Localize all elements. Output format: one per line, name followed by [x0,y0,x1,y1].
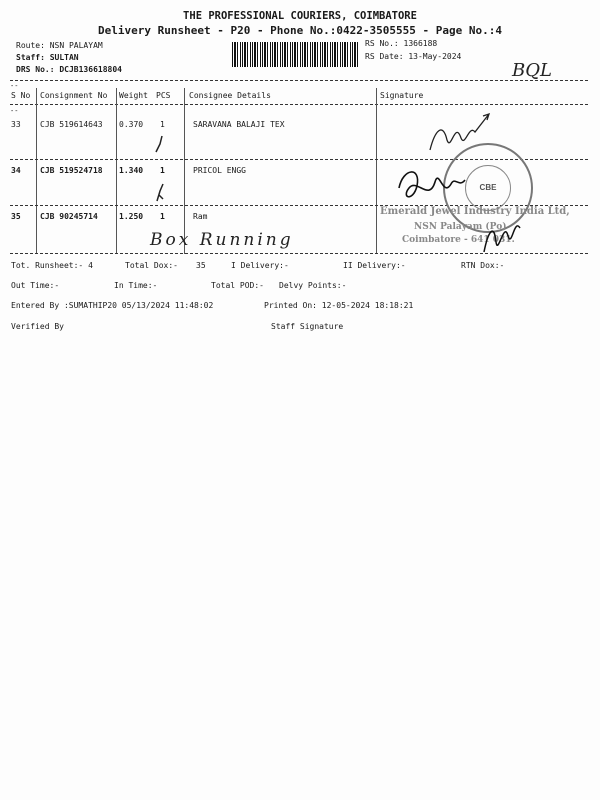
row-weight: 1.340 [119,166,144,175]
total-pod: Total POD:- [211,281,264,290]
verified-by: Verified By [11,322,64,331]
divider [10,104,588,105]
row-consignee: Ram [193,212,208,221]
column-line [36,88,37,254]
out-time: Out Time:- [11,281,60,290]
rs-number: RS No.: 1366188 [365,39,438,48]
col-header-sno: S No [11,91,31,100]
drs-number: DRS No.: DCJB136618804 [16,65,122,74]
route-label: Route: NSN PALAYAM [16,41,103,50]
row-weight: 1.250 [119,212,144,221]
rtn-dox: RTN Dox:- [461,261,505,270]
pen-mark [152,132,172,154]
divider-marks: -- [10,82,19,90]
barcode [232,42,358,67]
tot-runsheet: Tot. Runsheet:- 4 [11,261,93,270]
col-header-consignment: Consignment No [40,91,108,100]
divider [10,80,588,81]
total-dox-value: 35 [196,261,206,270]
col-header-weight: Weight [119,91,148,100]
in-time: In Time:- [114,281,158,290]
seal-center-text: CBE [465,165,511,211]
stamp-line-2: NSN Palayam (Po) [414,222,507,232]
delvy-points: Delvy Points:- [279,281,347,290]
staff-label: Staff: SULTAN [16,53,79,62]
col-header-signature: Signature [380,91,424,100]
handwritten-note: Box Running [150,230,294,250]
staff-signature: Staff Signature [271,322,344,331]
row-consignee: SARAVANA BALAJI TEX [193,120,285,129]
row-weight: 0.370 [119,120,144,129]
ii-delivery: II Delivery:- [343,261,406,270]
col-header-pcs: PCS [156,91,171,100]
row-consignment: CJB 90245714 [40,212,98,221]
row-consignment: CJB 519524718 [40,166,103,175]
row-sno: 35 [11,212,21,221]
rs-date: RS Date: 13-May-2024 [365,52,462,61]
row-pcs: 1 [160,120,165,129]
printed-on: Printed On: 12-05-2024 18:18:21 [264,301,414,310]
i-delivery: I Delivery:- [231,261,289,270]
handwritten-code: BQL [512,60,552,81]
col-header-consignee: Consignee Details [189,91,271,100]
row-pcs: 1 [160,166,165,175]
column-line [116,88,117,254]
signature-scribble [478,212,528,260]
stamp-line-3: Coimbatore - 641 031. [402,235,515,245]
row-sno: 34 [11,166,21,175]
signature-scribble [395,158,470,208]
row-consignment: CJB 519614643 [40,120,103,129]
row-consignee: PRICOL ENGG [193,166,246,175]
row-pcs: 1 [160,212,165,221]
row-sno: 33 [11,120,21,129]
divider-marks: -- [10,107,19,115]
stamp-line-1: Emerald Jewel Industry India Ltd, [380,206,570,217]
entered-by: Entered By :SUMATHIP20 05/13/2024 11:48:02 [11,301,214,310]
total-dox-label: Total Dox:- [125,261,178,270]
column-line [376,88,377,254]
document-title: THE PROFESSIONAL COURIERS, COIMBATORE [183,10,417,22]
document-subtitle: Delivery Runsheet - P20 - Phone No.:0422-3505555 - Page No.:4 [98,24,502,37]
pen-mark [152,181,172,203]
